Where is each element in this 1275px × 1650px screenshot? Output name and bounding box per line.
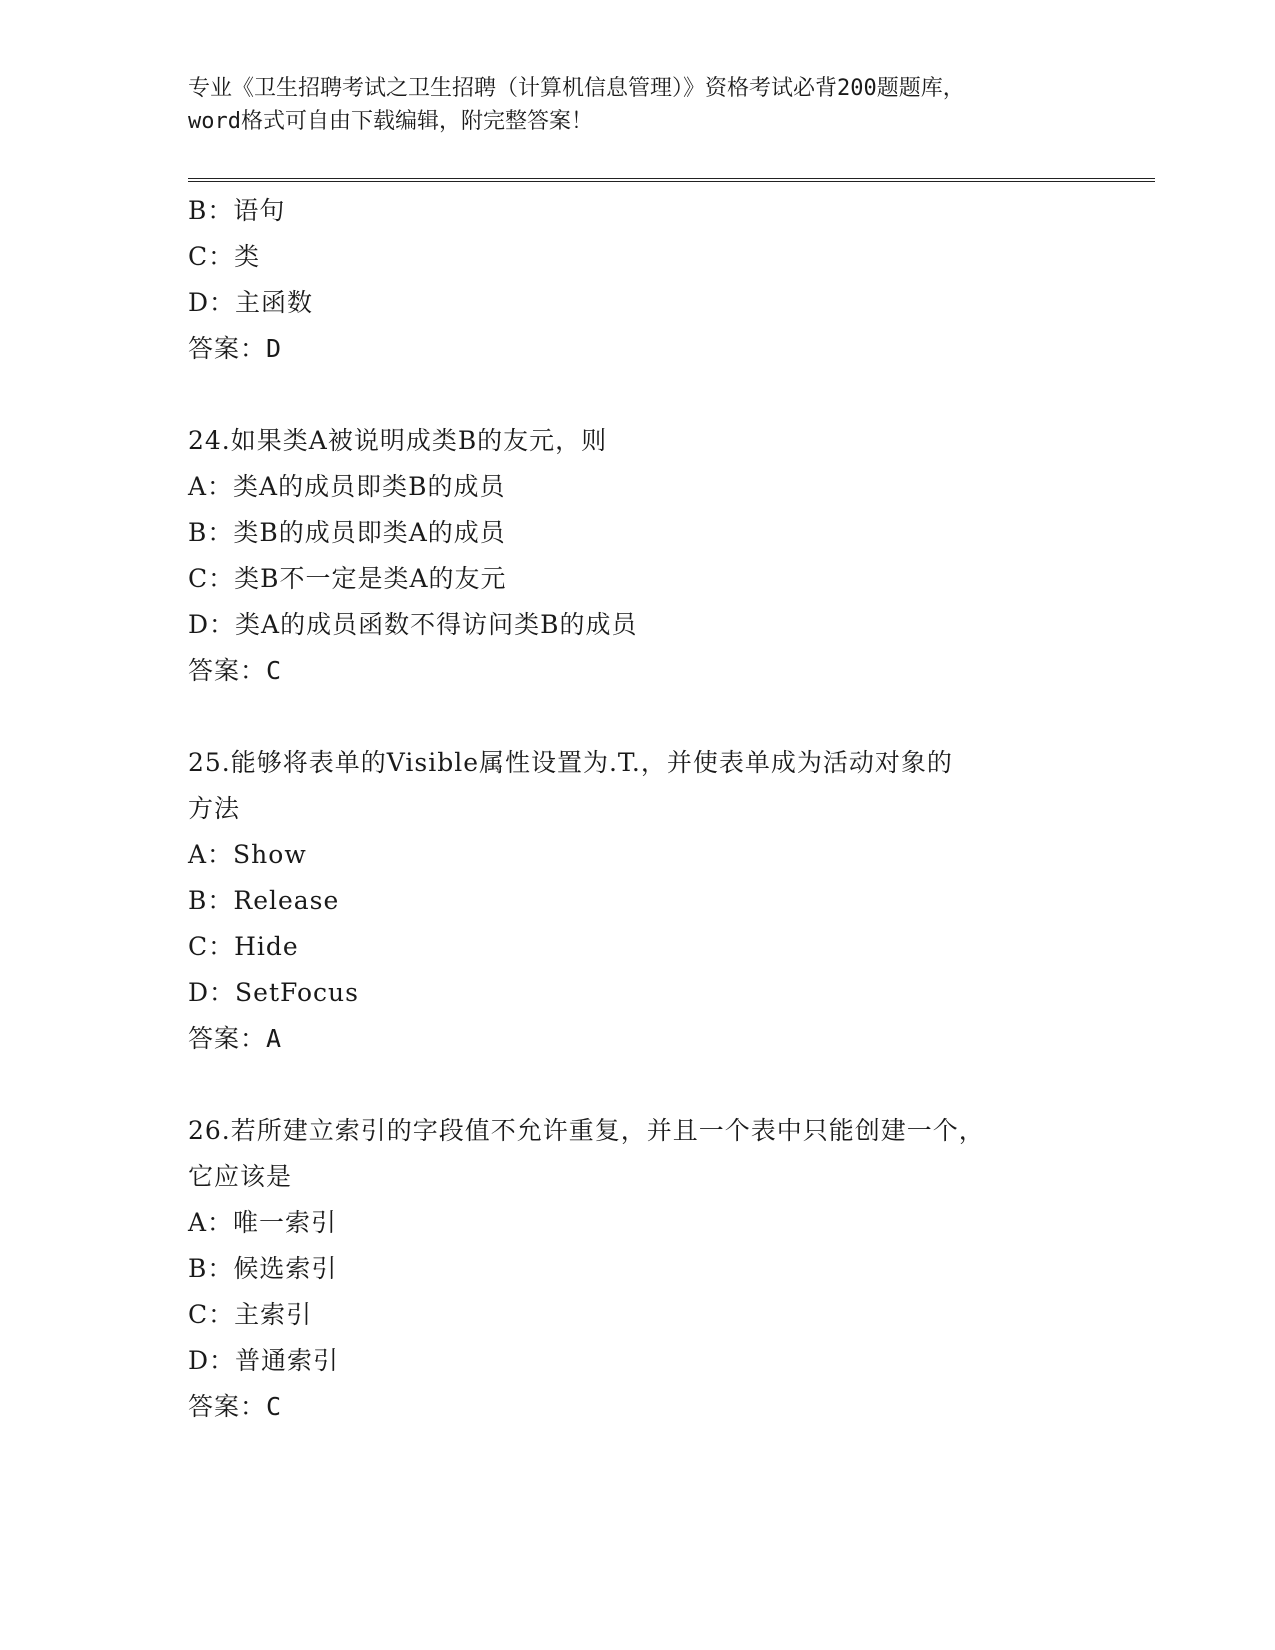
question-text-continued: 方法	[188, 794, 241, 823]
answer: 答案：D	[188, 334, 283, 363]
option-c: C：类B不一定是类A的友元	[188, 564, 507, 593]
question-text: 25.能够将表单的Visible属性设置为.T.，并使表单成为活动对象的	[188, 748, 953, 777]
answer: 答案：A	[188, 1024, 283, 1053]
option-c: C：Hide	[188, 932, 299, 961]
question-25	[188, 740, 1088, 1062]
option-d: D：类A的成员函数不得访问类B的成员	[188, 610, 638, 639]
option-c: C：主索引	[188, 1300, 313, 1329]
spacer	[188, 1062, 1088, 1108]
question-text-continued: 它应该是	[188, 1162, 293, 1191]
question-26	[188, 1108, 1088, 1430]
option-b: B：语句	[188, 196, 286, 225]
spacer	[188, 694, 1088, 740]
option-a: A：Show	[188, 840, 307, 869]
page-header	[188, 72, 1088, 138]
answer: 答案：C	[188, 1392, 283, 1421]
spacer	[188, 372, 1088, 418]
header-title-line1: 专业《卫生招聘考试之卫生招聘（计算机信息管理）》资格考试必背200题题库，	[188, 76, 965, 101]
option-d: D：主函数	[188, 288, 314, 317]
question-24	[188, 418, 1088, 694]
option-c: C：类	[188, 242, 261, 271]
option-d: D：SetFocus	[188, 978, 359, 1007]
question-list	[188, 188, 1088, 1430]
option-b: B：类B的成员即类A的成员	[188, 518, 506, 547]
question-text: 24.如果类A被说明成类B的友元，则	[188, 426, 608, 455]
header-title-line2: word格式可自由下载编辑，附完整答案！	[188, 109, 593, 134]
question-23	[188, 188, 1088, 372]
option-d: D：普通索引	[188, 1346, 340, 1375]
option-b: B：候选索引	[188, 1254, 338, 1283]
answer: 答案：C	[188, 656, 283, 685]
question-text: 26.若所建立索引的字段值不允许重复，并且一个表中只能创建一个，	[188, 1116, 985, 1145]
option-a: A：类A的成员即类B的成员	[188, 472, 506, 501]
option-a: A：唯一索引	[188, 1208, 338, 1237]
option-b: B：Release	[188, 886, 340, 915]
header-divider	[188, 178, 1155, 182]
